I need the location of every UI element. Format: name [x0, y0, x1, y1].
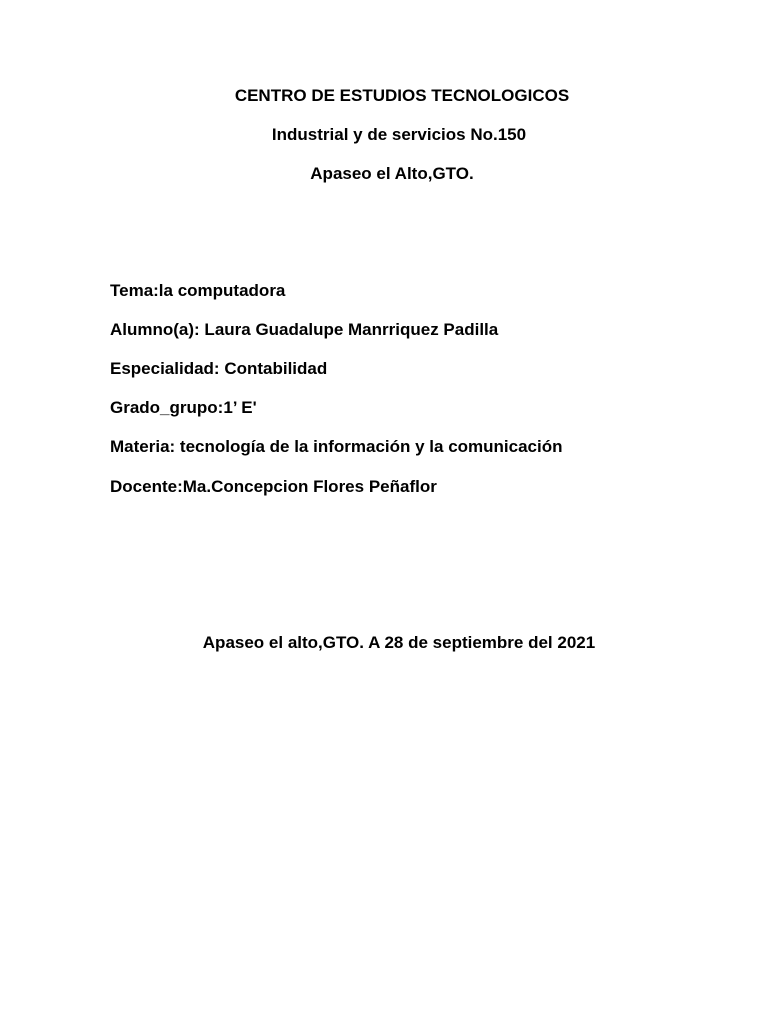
materia-line: Materia: tecnología de la información y la comunicación	[110, 437, 563, 456]
institution-location: Apaseo el Alto,GTO.	[310, 164, 474, 183]
grado-grupo-line: Grado_grupo:1’ E'	[110, 398, 257, 417]
alumno-line: Alumno(a): Laura Guadalupe Manrriquez Padilla	[110, 320, 499, 339]
docente-line: Docente:Ma.Concepcion Flores Peñaflor	[110, 477, 437, 496]
date-line: Apaseo el alto,GTO. A 28 de septiembre del 2021	[202, 633, 596, 652]
institution-title: CENTRO DE ESTUDIOS TECNOLOGICOS	[234, 86, 570, 105]
tema-line: Tema:la computadora	[110, 281, 286, 300]
especialidad-line: Especialidad: Contabilidad	[110, 359, 328, 378]
institution-subtitle: Industrial y de servicios No.150	[271, 125, 527, 144]
